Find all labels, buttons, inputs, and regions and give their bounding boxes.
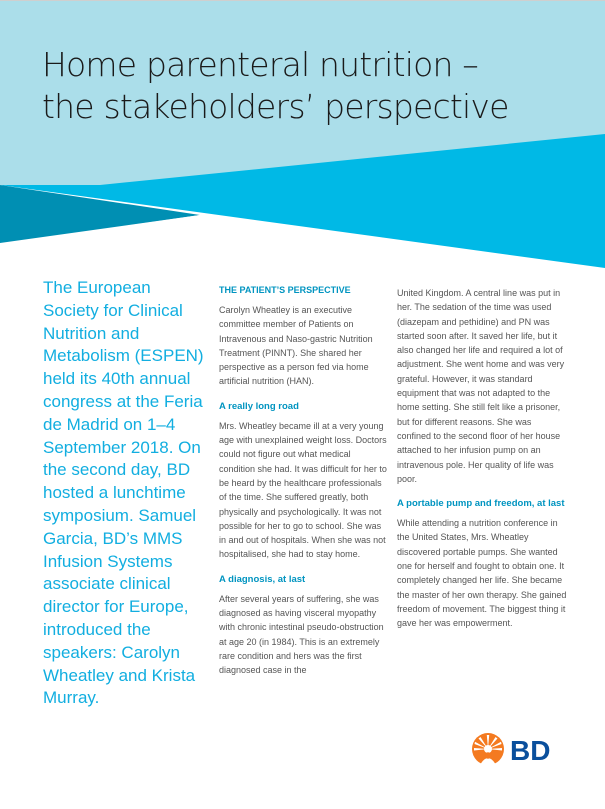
paragraph-diagnosis-continued: United Kingdom. A central line was put in her. The sedation of the time was used (diazepam and pethidine) and PN was started soon after. It saved her life, but it also changed her life and required a lot of adjustment. She went home and was very grateful. However, it was standard equipment that was not adapted to the home setting. She still felt like a prisoner, but for different reasons. She was confined to the second floor of her house attached to her infusion pump on an intravenous pole. Her quality of life was poor.	[397, 288, 565, 484]
subheading-long-road: A really long road	[219, 400, 299, 412]
title-line-2: the stakeholders’ perspective	[42, 87, 509, 126]
subheading-portable-pump: A portable pump and freedom, at last	[397, 498, 565, 510]
article-column-middle	[219, 284, 389, 678]
paragraph-long-road: Mrs. Wheatley became ill at a very young age with unexplained weight loss. Doctors could not figure out what medical condition she had. It was difficult for her to be heard by the healthcare professionals of the time. She suffered greatly, both physically and psychologically. It was not possible for her to go to school. She was in and out of hospitals. When she was not hospitalised, she had to stay home.	[219, 420, 387, 560]
sunburst-icon	[472, 733, 504, 765]
bd-logo	[470, 729, 570, 769]
title-line-1: Home parenteral nutrition –	[42, 45, 478, 84]
intro-paragraph: Carolyn Wheatley is an executive committee member of Patients on Intravenous and Naso-gastric Nutrition Treatment (PINNT). She shared her perspective as a person fed via home artificial nutrition (HAN).	[219, 305, 373, 387]
header-banner	[0, 1, 605, 276]
article-column-right	[397, 286, 567, 631]
page-title	[42, 44, 582, 128]
lead-paragraph: The European Society for Clinical Nutrition and Metabolism (ESPEN) held its 40th annual congress at the Feria de Madrid on 1–4 September 2018. On the second day, BD hosted a lunchtime symposium. Samuel Garcia, BD’s MMS Infusion Systems associate clinical director for Europe, introduced the speakers: Carolyn Wheatley and Krista Murray.	[43, 278, 204, 708]
paragraph-diagnosis: After several years of suffering, she was diagnosed as having visceral myopathy with chronic intestinal pseudo-obstruction at age 20 (in 1984). This is an extremely rare condition and hers was the first diagnosed case in the	[219, 593, 384, 676]
logo-wordmark: BD	[510, 735, 551, 766]
section-heading: THE PATIENT’S PERSPECTIVE	[219, 285, 351, 295]
subheading-diagnosis: A diagnosis, at last	[219, 573, 306, 585]
paragraph-portable-pump: While attending a nutrition conference in the United States, Mrs. Wheatley discovered portable pumps. She wanted one for herself and fought to obtain one. It completely changed her life. She became the master of her own therapy. She gained freedom of movement. The biggest thing it gave her was empowerment.	[397, 518, 567, 629]
